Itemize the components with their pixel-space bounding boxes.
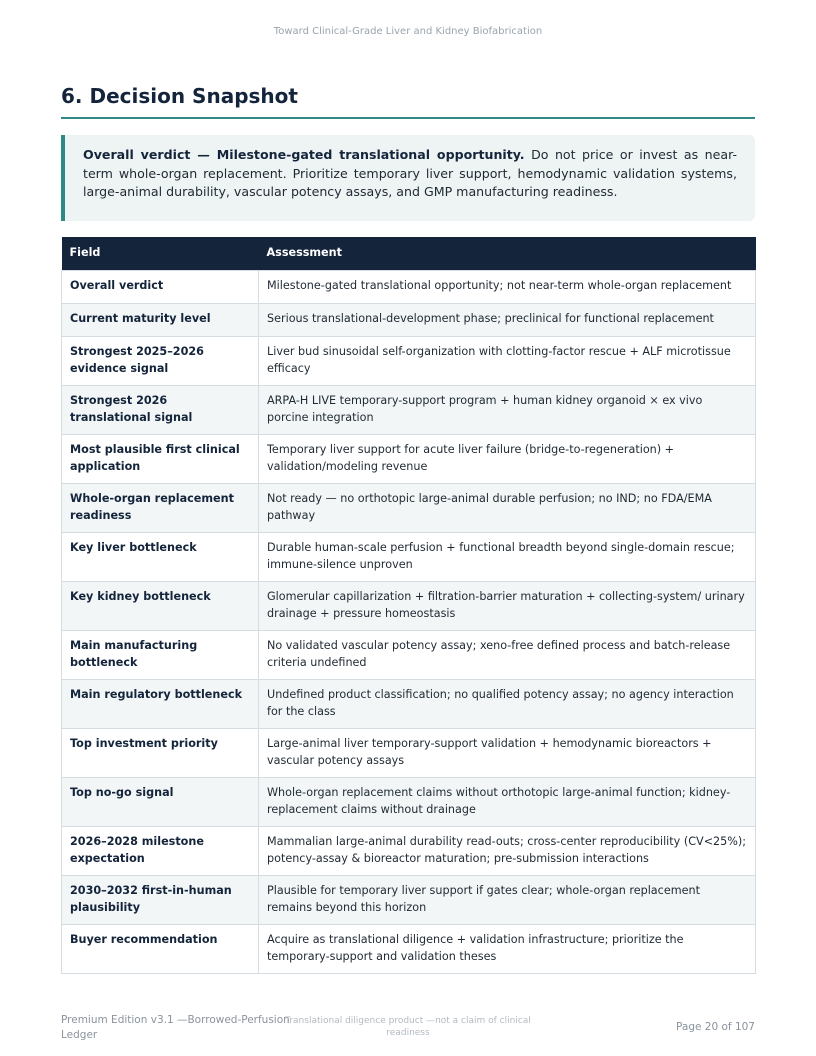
table-row: [62, 778, 756, 827]
assessment-cell: Glomerular capillarization + filtration-barrier maturation + collecting-system/ urinary drainage + pressure homeostasis: [259, 582, 756, 631]
title-divider: [61, 117, 755, 119]
table-row: [62, 876, 756, 925]
column-header-field: Field: [62, 237, 259, 271]
footer-edition: Premium Edition v3.1 —Borrowed-Perfusion Ledger: [61, 1014, 290, 1041]
page-number: Page 20 of 107: [676, 1021, 755, 1033]
assessment-cell: Liver bud sinusoidal self-organization with clotting-factor rescue + ALF microtissue efficacy: [259, 337, 756, 386]
field-cell: Strongest 2025–2026 evidence signal: [62, 337, 259, 386]
table-row: [62, 337, 756, 386]
field-cell: Top no-go signal: [62, 778, 259, 827]
field-cell: Top investment priority: [62, 729, 259, 778]
table-row: [62, 680, 756, 729]
assessment-cell: Milestone-gated translational opportunity; not near-term whole-organ replacement: [259, 271, 756, 304]
assessment-cell: Temporary liver support for acute liver failure (bridge-to-regeneration) + validation/modeling revenue: [259, 435, 756, 484]
table-row: [62, 386, 756, 435]
decision-snapshot-table: [61, 237, 756, 974]
field-cell: Main regulatory bottleneck: [62, 680, 259, 729]
field-cell: Main manufacturing bottleneck: [62, 631, 259, 680]
assessment-cell: No validated vascular potency assay; xeno-free defined process and batch-release criteria undefined: [259, 631, 756, 680]
table-row: [62, 729, 756, 778]
table-row: [62, 304, 756, 337]
field-cell: Buyer recommendation: [62, 925, 259, 974]
running-header: Toward Clinical-Grade Liver and Kidney Biofabrication: [273, 26, 543, 37]
section-title: 6. Decision Snapshot: [61, 84, 298, 108]
assessment-cell: Durable human-scale perfusion + functional breadth beyond single-domain rescue; immune-silence unproven: [259, 533, 756, 582]
table-row: [62, 484, 756, 533]
assessment-cell: Not ready — no orthotopic large-animal durable perfusion; no IND; no FDA/EMA pathway: [259, 484, 756, 533]
field-cell: 2026–2028 milestone expectation: [62, 827, 259, 876]
footer-disclaimer: Translational diligence product —not a claim of clinical readiness: [285, 1016, 531, 1038]
field-cell: Current maturity level: [62, 304, 259, 337]
field-cell: Strongest 2026 translational signal: [62, 386, 259, 435]
table-row: [62, 271, 756, 304]
field-cell: Whole-organ replacement readiness: [62, 484, 259, 533]
table-row: [62, 631, 756, 680]
verdict-lead: Overall verdict — Milestone-gated translational opportunity.: [83, 147, 525, 162]
verdict-callout: [61, 135, 755, 221]
table-header-row: [62, 237, 756, 271]
field-cell: Overall verdict: [62, 271, 259, 304]
assessment-cell: Whole-organ replacement claims without orthotopic large-animal function; kidney-replacement claims without drainage: [259, 778, 756, 827]
table-row: [62, 582, 756, 631]
column-header-assessment: Assessment: [259, 237, 756, 271]
table-row: [62, 925, 756, 974]
assessment-cell: Plausible for temporary liver support if gates clear; whole-organ replacement remains beyond this horizon: [259, 876, 756, 925]
field-cell: Key liver bottleneck: [62, 533, 259, 582]
table-row: [62, 435, 756, 484]
field-cell: Key kidney bottleneck: [62, 582, 259, 631]
field-cell: 2030–2032 first-in-human plausibility: [62, 876, 259, 925]
field-cell: Most plausible first clinical application: [62, 435, 259, 484]
verdict-body: Do not price or invest as near-term whole-organ replacement. Prioritize temporary liver support, hemodynamic validation systems, large-animal durability, vascular potency assays, and GMP manufacturing readiness.: [83, 147, 737, 199]
assessment-cell: Mammalian large-animal durability read-outs; cross-center reproducibility (CV<25%); potency-assay & bioreactor maturation; pre-submission interactions: [259, 827, 756, 876]
assessment-cell: Acquire as translational diligence + validation infrastructure; prioritize the temporary-support and validation theses: [259, 925, 756, 974]
assessment-cell: Large-animal liver temporary-support validation + hemodynamic bioreactors + vascular potency assays: [259, 729, 756, 778]
assessment-cell: Serious translational-development phase; preclinical for functional replacement: [259, 304, 756, 337]
table-row: [62, 533, 756, 582]
table-row: [62, 827, 756, 876]
assessment-cell: Undefined product classification; no qualified potency assay; no agency interaction for the class: [259, 680, 756, 729]
assessment-cell: ARPA-H LIVE temporary-support program + human kidney organoid × ex vivo porcine integration: [259, 386, 756, 435]
